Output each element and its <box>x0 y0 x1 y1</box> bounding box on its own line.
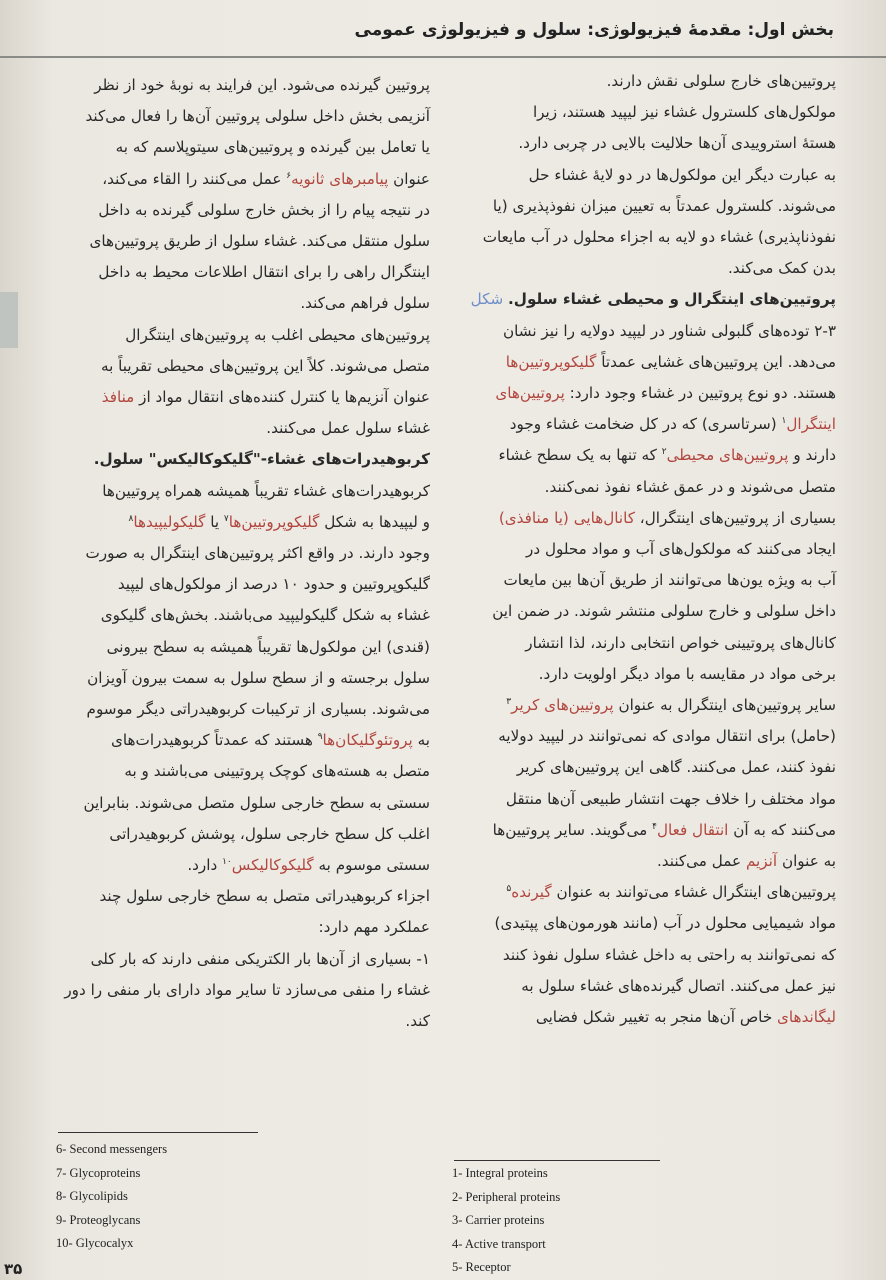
text-span: به عنوان <box>781 852 836 871</box>
text-span: سستی موسوم به <box>318 856 430 875</box>
text-line: کند. <box>405 1012 430 1031</box>
text-span: عنوان آنزیم‌ها یا کنترل کننده‌های انتقال مواد از <box>139 388 430 407</box>
text-span: می‌کنند که به آن <box>733 820 836 839</box>
term-channels: کانال‌هایی <box>573 508 635 527</box>
text-span: عنوان <box>393 169 430 188</box>
text-line: غشاء سلول عمل می‌کنند. <box>266 419 430 438</box>
text-line: غشاء را منفی می‌سازد تا سایر مواد دارای بار منفی را دور <box>64 980 430 999</box>
footnote-item: 2- Peripheral proteins <box>452 1189 561 1204</box>
term-pores: (یا منافذی) <box>498 508 569 527</box>
text-line: مواد مختلف را خلاف جهت انتشار طبیعی آن‌ها منتقل <box>505 789 836 808</box>
left-column <box>58 70 430 1037</box>
term-carrier-proteins: پروتیین‌های کریر <box>511 696 614 715</box>
text-line: پروتیین گیرنده می‌شود. این فرایند به نوبهٔ خود از نظر <box>94 76 430 94</box>
term-glycolipids: گلیکولیپیدها <box>133 512 206 531</box>
text-span: پروتیین‌های اینتگرال غشاء می‌توانند به عنوان <box>556 883 836 902</box>
footnotes-right <box>452 1162 560 1280</box>
text-line: سایر پروتیین‌های اینتگرال به عنوان پروتیین‌های کریر$^۳$ <box>506 696 836 715</box>
text-span: یا <box>210 512 220 531</box>
text-line: اینتگرال$^۱$ (سرتاسری) که در کل ضخامت غشاء وجود <box>509 415 836 434</box>
text-span: هستند. دو نوع پروتیین در غشاء وجود دارد: <box>569 384 836 403</box>
text-line: می‌کنند که به آن انتقال فعال$^۴$ می‌گویند. سایر پروتیین‌ها <box>492 820 836 839</box>
text-line: سستی به سطح خارجی سلول متصل می‌شوند. بنابراین <box>83 793 430 812</box>
text-line: و لیپیدها به شکل گلیکوپروتیین‌ها$^۷$ یا گلیکولیپیدها$^۸$ <box>128 512 430 531</box>
text-line: یا تعامل بین گیرنده و پروتیین‌های سیتوپلاسم که به <box>115 138 430 157</box>
footnote-item: 7- Glycoproteins <box>56 1165 141 1180</box>
footnote-item: 3- Carrier proteins <box>452 1213 545 1228</box>
text-line: می‌شوند. بسیاری از ترکیبات کربوهیدراتی دیگر موسوم <box>86 700 430 719</box>
footnote-item: 4- Active transport <box>452 1236 546 1251</box>
text-line: سلول فراهم می‌کند. <box>300 294 430 313</box>
text-line: در نتیجه پیام را از بخش خارج سلولی گیرنده به داخل <box>98 200 430 219</box>
text-line: سلول منتقل می‌کند. غشاء سلول از طریق پروتیین‌های <box>89 232 430 251</box>
term-proteoglycans: پروتئوگلیکان‌ها <box>322 731 413 750</box>
text-line: (قندی) این مولکول‌ها تقریباً همیشه به سطح بیرونی <box>106 637 430 656</box>
text-span: (سرتاسری) که در کل ضخامت غشاء وجود <box>509 415 777 434</box>
right-column <box>456 66 836 1033</box>
term-peripheral-proteins: پروتیین‌های محیطی <box>666 446 789 465</box>
term-glycoproteins: گلیکوپروتیین‌ها <box>505 352 597 371</box>
term-glycoproteins: گلیکوپروتیین‌ها <box>228 512 320 531</box>
footnote-divider-right <box>454 1160 660 1161</box>
text-line: پروتیین‌های محیطی اغلب به پروتیین‌های اینتگرال <box>125 325 430 344</box>
text-span: سایر پروتیین‌های اینتگرال به عنوان <box>618 696 836 715</box>
section-heading-carbohydrates: کربوهیدرات‌های غشاء-"گلیکوکالیکس" سلول. <box>93 450 430 469</box>
text-line: عملکرد مهم دارد: <box>318 918 430 937</box>
text-line: به پروتئوگلیکان‌ها$^۹$ هستند که عمدتاً کربوهیدرات‌های <box>111 731 430 750</box>
text-line: مولکول‌های کلسترول غشاء نیز لیپید هستند، زیرا <box>532 103 836 122</box>
text-line: غشاء به شکل گلیکولیپید می‌باشند. بخش‌های گلیکوی <box>100 606 430 625</box>
text-span: بسیاری از پروتیین‌های اینتگرال، <box>639 508 836 527</box>
text-line: نفوذناپذیری) غشاء دو لایه به اجزاء محلول در آب مایعات <box>482 228 836 247</box>
text-span: می‌دهد. این پروتیین‌های غشایی عمدتاً <box>601 352 836 371</box>
text-line <box>456 503 836 534</box>
page-number: ۳۵ <box>4 1260 23 1278</box>
text-line: به عبارت دیگر این مولکول‌ها در دو لایهٔ غشاء حل <box>528 165 836 184</box>
section-heading-integral <box>456 284 836 315</box>
chapter-side-tab <box>0 292 18 348</box>
text-span: دارد. <box>187 856 218 875</box>
footnote-item: 6- Second messengers <box>56 1142 168 1156</box>
footnote-item: 10- Glycocalyx <box>56 1236 134 1251</box>
term-receptor: گیرنده <box>511 883 552 902</box>
text-line: پروتیین‌های خارج سلولی نقش دارند. <box>606 72 836 90</box>
term-active-transport: انتقال فعال <box>656 820 729 839</box>
term-enzyme: آنزیم <box>745 852 778 871</box>
text-line: کربوهیدرات‌های غشاء تقریباً همیشه همراه پروتیین‌ها <box>102 481 430 500</box>
text-line: (حامل) برای انتقال موادی که نمی‌توانند در لیپید دولایه <box>498 727 836 746</box>
term-second-messengers: پیامبرهای ثانویه <box>291 169 389 188</box>
text-line <box>456 846 836 877</box>
text-span: خاص آن‌ها منجر به تغییر شکل فضایی <box>535 1008 773 1027</box>
text-line: برخی مواد در مقایسه با مواد دیگر اولویت دارد. <box>538 664 836 683</box>
text-line: اجزاء کربوهیدراتی متصل به سطح خارجی سلول چند <box>99 887 430 906</box>
text-line: پروتیین‌های اینتگرال غشاء می‌توانند به عنوان گیرنده$^۵$ <box>506 883 836 902</box>
text-line: می‌شوند. کلسترول عمدتاً به تعیین میزان نفوذپذیری (یا <box>492 196 836 215</box>
term-integral: اینتگرال <box>786 415 836 434</box>
text-line: متصل می‌شوند. کلاً این پروتیین‌های محیطی تقریباً به <box>100 356 430 375</box>
text-line <box>456 347 836 378</box>
header-title: بخش اول: مقدمهٔ فیزیولوژی: سلول و فیزیولوژی عمومی <box>354 20 834 40</box>
footnote-item: 8- Glycolipids <box>56 1189 128 1204</box>
text-span: می‌گویند. سایر پروتیین‌ها <box>492 820 648 839</box>
text-line: سستی موسوم به گلیکوکالیکس$^{۱۰}$ دارد. <box>187 856 430 875</box>
text-line: سلول برجسته و از سطح سلول به سمت بیرون آویزان <box>87 668 430 687</box>
text-span: به <box>417 731 430 750</box>
text-line: هستهٔ استروییدی آن‌ها حلالیت بالایی در چربی دارد. <box>518 134 836 153</box>
text-line: متصل می‌شوند و در عمق غشاء نفوذ نمی‌کنند. <box>544 477 836 496</box>
text-line: گلیکوپروتیین و حدود ۱۰ درصد از مولکول‌های لیپید <box>117 575 430 594</box>
text-line: وجود دارند. در واقع اکثر پروتیین‌های اینتگرال به صورت <box>85 544 430 563</box>
text-line: نفوذ کنند، عمل می‌کنند. گاهی این پروتیین‌های کریر <box>516 758 836 777</box>
text-line <box>456 1002 836 1033</box>
text-line: ایجاد می‌کنند که مولکول‌های آب و مواد محلول در <box>526 540 836 559</box>
page-header <box>0 0 886 58</box>
term-pores: منافذ <box>101 388 135 407</box>
text-line <box>58 382 430 413</box>
footnotes-left <box>56 1138 167 1256</box>
text-span: هستند که عمدتاً کربوهیدرات‌های <box>111 731 313 750</box>
text-line: عنوان پیامبرهای ثانویه$^۶$ عمل می‌کنند را القاء می‌کند، <box>102 169 430 188</box>
text-line: آب به ویژه یون‌ها می‌توانند از طریق آن‌ها بین مایعات <box>503 571 836 590</box>
text-line: آنزیمی بخش داخل سلولی پروتیین آن‌ها را فعال می‌کند <box>85 107 430 126</box>
term-glycocalyx: گلیکوکالیکس <box>231 856 314 875</box>
footnote-divider-left <box>58 1132 258 1133</box>
text-line: که نمی‌توانند به راحتی به داخل غشاء سلول نفوذ کنند <box>502 945 836 964</box>
text-span: دارند و <box>793 446 836 465</box>
text-line: مواد شیمیایی محلول در آب (مانند هورمون‌های پپتیدی) <box>494 914 836 933</box>
footnote-item: 1- Integral proteins <box>452 1166 548 1180</box>
text-line: بدن کمک می‌کند. <box>727 259 836 278</box>
text-line: کانال‌های پروتیینی خواص انتخابی دارند، لذا انتشار <box>525 633 836 652</box>
heading-text: پروتیین‌های اینتگرال و محیطی غشاء سلول. <box>508 290 836 309</box>
text-span: که تنها به یک سطح غشاء <box>498 446 657 465</box>
text-line: اینتگرال راهی را برای انتقال اطلاعات محیط به داخل <box>98 263 430 282</box>
term-integral-proteins: پروتیین‌های <box>495 384 565 403</box>
footnote-item: 9- Proteoglycans <box>56 1212 141 1227</box>
figure-reference-link[interactable]: شکل <box>470 290 504 309</box>
text-line: نیز عمل می‌کنند. اتصال گیرنده‌های غشاء سلول به <box>521 976 836 995</box>
text-line: دارند و پروتیین‌های محیطی$^۲$ که تنها به یک سطح غشاء <box>498 446 836 465</box>
text-line: اغلب کل سطح خارجی سلول، پوشش کربوهیدراتی <box>109 824 430 843</box>
text-line: ۲-۳ توده‌های گلبولی شناور در لیپید دولایه را نیز نشان <box>502 321 836 340</box>
term-ligands: لیگاندهای <box>777 1008 836 1027</box>
text-span: عمل می‌کنند. <box>656 852 742 871</box>
text-line: ۱- بسیاری از آن‌ها بار الکتریکی منفی دارند که بار کلی <box>90 949 430 968</box>
footnote-item: 5- Receptor <box>452 1260 511 1275</box>
text-span: عمل می‌کنند را القاء می‌کند، <box>102 169 282 188</box>
text-line <box>456 378 836 409</box>
text-line: داخل سلولی و خارج سلولی منتشر شوند. در ضمن این <box>492 602 836 621</box>
text-line: متصل به هسته‌های کوچک پروتیینی می‌باشند و به <box>124 762 430 781</box>
text-span: و لیپیدها به شکل <box>324 512 430 531</box>
